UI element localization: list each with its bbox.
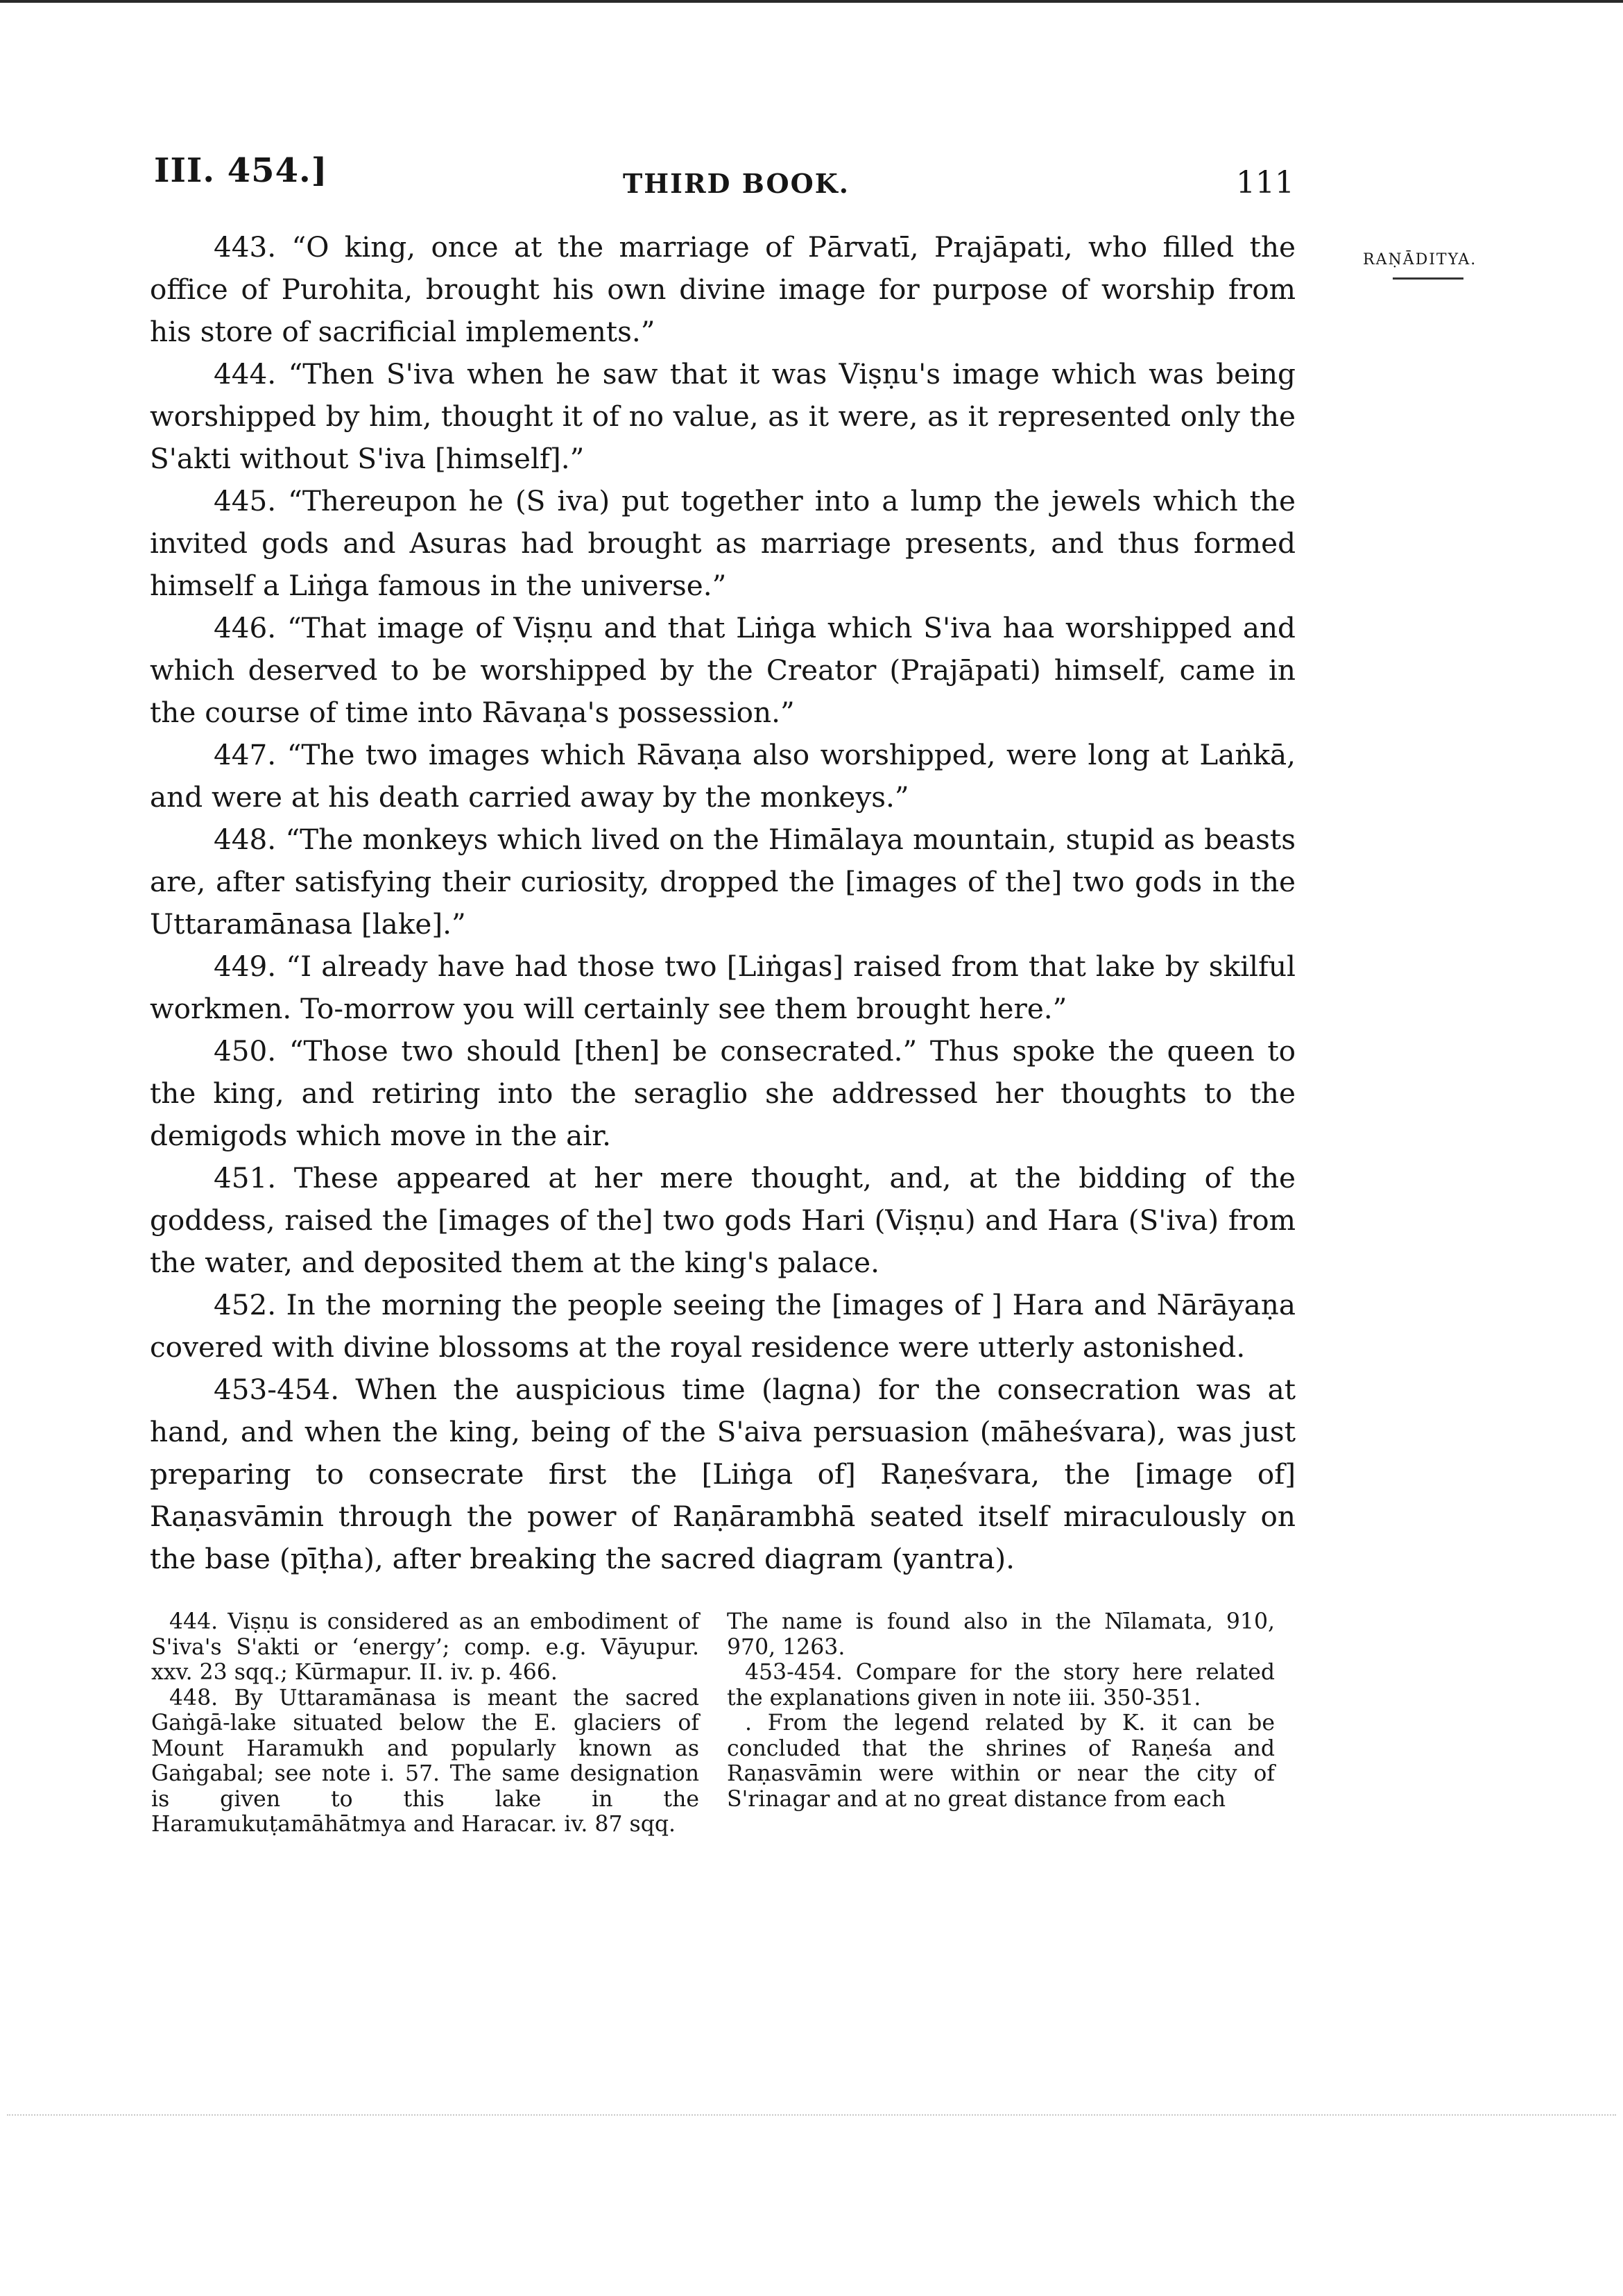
- page-number: 111: [1236, 165, 1294, 200]
- footnote-453-454-continued: . From the legend related by K. it can be concluded that the shrines of Raṇeśa and Raṇasvāmin were within or near the city of S'rinagar and at no great distance from each: [727, 1711, 1275, 1812]
- running-head-title: THIRD BOOK.: [623, 168, 850, 199]
- verse-452: 452. In the morning the people seeing the [images of ] Hara and Nārāyaṇa covered with divine blossoms at the royal residence were utterly astonished.: [150, 1288, 1296, 1364]
- verse-448: 448. “The monkeys which lived on the Himālaya mountain, stupid as beasts are, after satisfying their curiosity, dropped the [images of the] two gods in the Uttaramānasa [lake].”: [150, 823, 1296, 941]
- verse-450: 450. “Those two should [then] be consecrated.” Thus spoke the queen to the king, and retiring into the seraglio she addressed her thoughts to the demigods which move in the air.: [150, 1034, 1296, 1152]
- verse-443: 443. “O king, once at the marriage of Pārvatī, Prajāpati, who filled the office of Purohita, brought his own divine image for purpose of worship from his store of sacrificial implements.”: [150, 230, 1296, 348]
- main-text: [150, 226, 1296, 1580]
- footnote-448-continued: The name is found also in the Nīlamata, 910, 970, 1263.: [727, 1609, 1275, 1660]
- verse-445: 445. “Thereupon he (S iva) put together into a lump the jewels which the invited gods and Asuras had brought as marriage presents, and thus formed himself a Liṅga famous in the universe.”: [150, 484, 1296, 602]
- margin-heading: RAṆĀDITYA.: [1363, 251, 1477, 268]
- footnote-453-454: 453-454. Compare for the story here related the explanations given in note iii. 350-351.: [727, 1660, 1275, 1711]
- running-head-left: III. 454.]: [154, 151, 328, 190]
- footnotes-left-column: [151, 1609, 699, 1837]
- footnotes-right-column: [727, 1609, 1275, 1812]
- margin-rule: [1393, 277, 1463, 280]
- verse-444: 444. “Then S'iva when he saw that it was Viṣṇu's image which was being worshipped by him, thought it of no value, as it were, as it represented only the S'akti without S'iva [himself].”: [150, 357, 1296, 475]
- verse-451: 451. These appeared at her mere thought, and, at the bidding of the goddess, raised the [images of the] two gods Hari (Viṣṇu) and Hara (S'iva) from the water, and deposited them at the king's palace.: [150, 1161, 1296, 1279]
- verse-449: 449. “I already have had those two [Liṅgas] raised from that lake by skilful workmen. To-morrow you will certainly see them brought here.”: [150, 950, 1296, 1025]
- top-border: [0, 0, 1623, 3]
- scan-noise-line: [7, 2114, 1616, 2116]
- footnote-444: 444. Viṣṇu is considered as an embodiment of S'iva's S'akti or ‘energy’; comp. e.g. Vāyupur. xxv. 23 sqq.; Kūrmapur. II. iv. p. 466.: [151, 1609, 699, 1685]
- footnote-448: 448. By Uttaramānasa is meant the sacred Gaṅgā-lake situated below the E. glaciers of Mount Haramukh and popularly known as Gaṅgabal; see note i. 57. The same designation is given to this lake in the Haramukuṭamāhātmya and Haracar. iv. 87 sqq.: [151, 1685, 699, 1837]
- verse-447: 447. “The two images which Rāvaṇa also worshipped, were long at Laṅkā, and were at his death carried away by the monkeys.”: [150, 738, 1296, 814]
- verse-446: 446. “That image of Viṣṇu and that Liṅga which S'iva haa worshipped and which deserved to be worshipped by the Creator (Prajāpati) himself, came in the course of time into Rāvaṇa's possession.”: [150, 611, 1296, 729]
- verse-453-454: 453-454. When the auspicious time (lagna) for the consecration was at hand, and when the king, being of the S'aiva persuasion (māheśvara), was just preparing to consecrate first the [Liṅga of] Raṇeśvara, the [image of] Raṇasvāmin through the power of Raṇārambhā seated itself miraculously on the base (pīṭha), after breaking the sacred diagram (yantra).: [150, 1373, 1296, 1575]
